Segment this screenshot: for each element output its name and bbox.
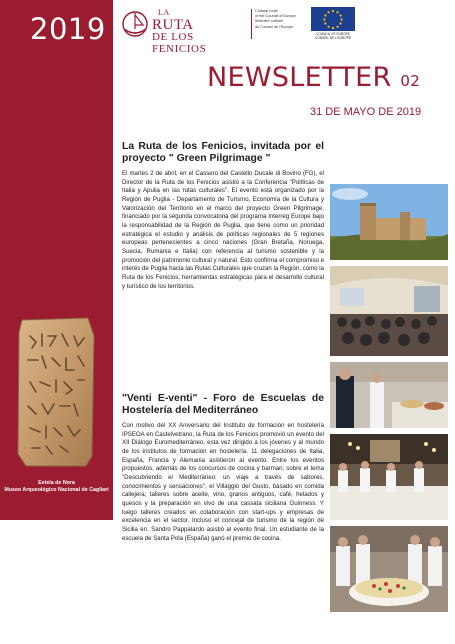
article-1-body: El martes 2 de abril, en el Cassero del Castello Ducale di Bovino (FG), el Director de la Ruta de los Fenicios asistió a la Conferencia "Políticas de Italia y Apulia en las rutas culturales". El evento está organizado por la Región de Puglia - Departamento de Turismo, Economía de la Cultura y Valorización del Territorio en el marco del proyecto Green Pilgrimage, financiado por la segunda convocatoria del programa Interreg Europe bajo la responsabilidad de la Región de Puglia, que tiene como un prioridad estratégica el estudio y análisis de políticas regionales de 5 regiones europeas pertenecientes a cinco naciones (Gran Bretaña, Noruega, Suecia, Rumania e Italia) con referencia al turismo sostenible y la promoción del patrimonio cultural y natural. Esto confirma el compromiso e interés de Puglia hacia las Rutas Culturales que cruzan la Región, como la Ruta de los Fenicios, herramientas estratégicas para el desarrollo cultural y turístico de los territorios. xyxy=(122,170,324,290)
stele-image xyxy=(16,316,96,468)
brand-line-1: LA xyxy=(158,8,170,17)
caption-museum: Museo Arqueológico Nacional de Cagliari xyxy=(4,487,109,493)
cassata-photo xyxy=(330,526,448,612)
newsletter-date: 31 DE MAYO DE 2019 xyxy=(310,106,422,118)
year-heading: 2019 xyxy=(30,12,106,46)
newsletter-title: NEWSLETTER 02 xyxy=(207,62,421,93)
image-caption xyxy=(4,480,109,494)
castle-photo xyxy=(330,184,448,260)
conference-photo xyxy=(330,266,448,356)
ship-icon xyxy=(118,7,152,41)
caption-title: Estela de Nora xyxy=(38,480,75,486)
brand-line-3: DE LOS FENICIOS xyxy=(152,31,207,55)
coe-label: COUNCIL OF EUROPE CONSEIL DE L'EUROPE xyxy=(315,32,351,40)
chefs-photo xyxy=(330,362,448,428)
eu-stars-icon xyxy=(311,7,355,31)
ruta-fenicios-logo xyxy=(118,5,250,55)
banquet-photo xyxy=(330,434,448,520)
cultural-route-text: Cultural route of the Council of Europe Itinéraire culturel du Conseil de l'Europe xyxy=(255,9,296,29)
article-2-title: "Venti E-venti" - Foro de Escuelas de Hostelería del Mediterráneo xyxy=(122,393,324,416)
sidebar-panel xyxy=(0,0,113,520)
article-1-title: La Ruta de los Fenicios, invitada por el proyecto " Green Pilgrimage " xyxy=(122,141,324,164)
newsletter-number: 02 xyxy=(400,72,421,90)
article-2-body: Con motivo del XX Aniversario del Instituto de formación en hostelería IPSEOA en Castelvetrano, la Ruta de los Fenicios promovió un evento del XII Diálogo Euromediterráneo, esta vez dirigido a los jóvenes y al mundo de los institutos de formación en hostelería. 11 delegaciones de Italia, España, Francia y Alemania asistieron al evento. Entre los eventos propuestos, además de los concursos de cocina y barman, sobre el tema "Descubriendo el Mediterráneo: un viaje a través de sabores, conocimientos y sensaciones", el Villaggio del Gusto, basado en comida callejera; talleres sobre aceite, vino, granos antiguos, café, helados y quesos y la preparación en vivo de una cassata siciliana Guinness. Y luego talleres creados en colaboración con start-ups y empresas de excelencia en el sector. Incluso el concejal de turismo de la región de Sicilia en. Sandro Pappalardo asistió al evento final. Un estudiante de la escuela de Santa Pola (España) ganó el premio de cocina. xyxy=(122,422,324,542)
brand-line-2: RUTA xyxy=(152,17,194,33)
council-of-europe-logo xyxy=(311,7,355,39)
header-divider xyxy=(251,9,252,39)
